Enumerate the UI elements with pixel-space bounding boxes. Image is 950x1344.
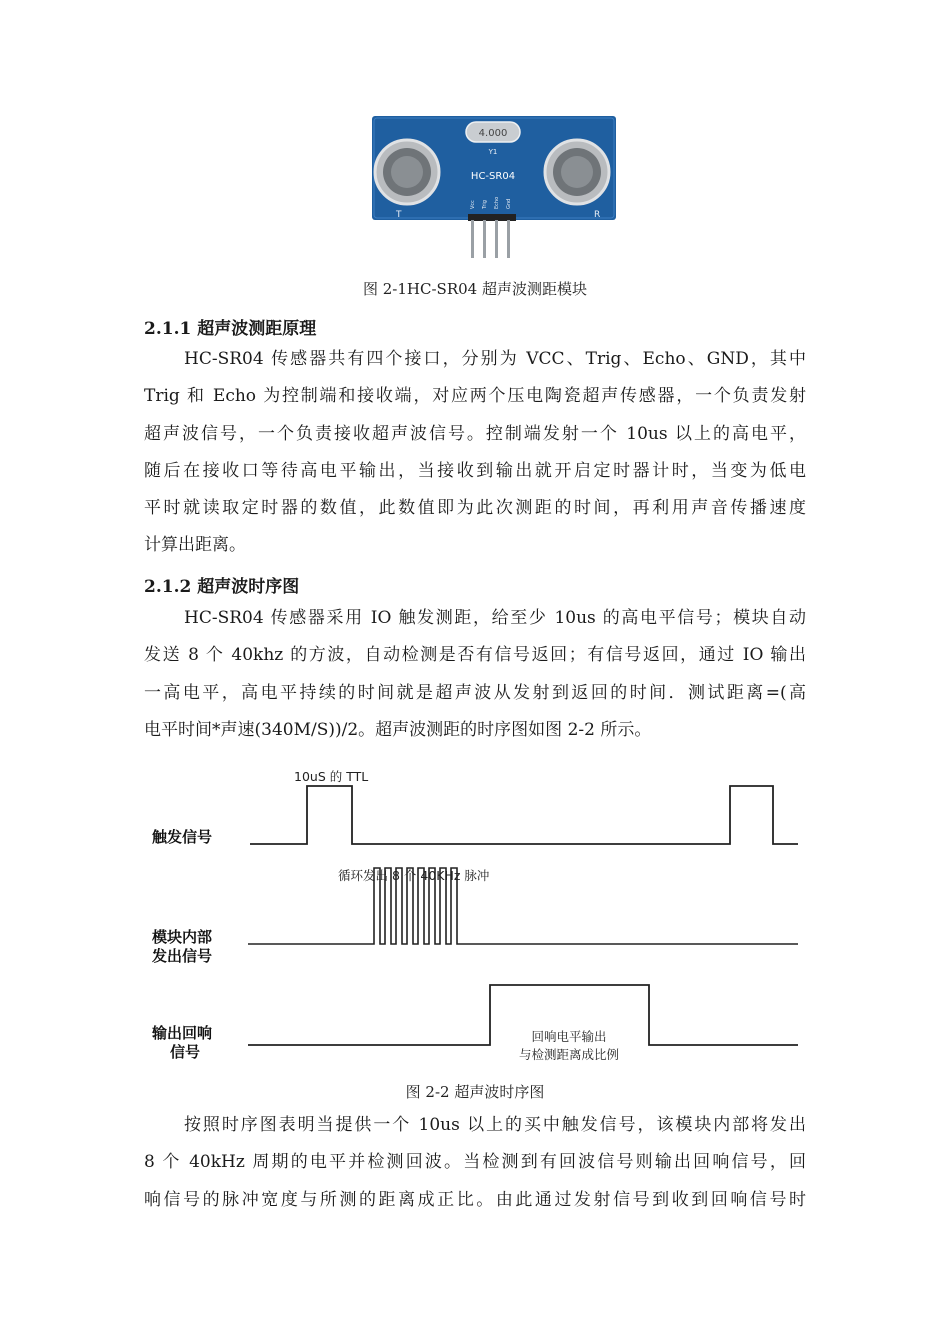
annotation-echo-line1: 回响电平输出 (531, 1029, 607, 1044)
paragraph-explanation (144, 1107, 806, 1219)
figure-caption-2-2: 图 2-2 超声波时序图 (405, 1083, 545, 1101)
board-label: HC-SR04 (470, 171, 516, 182)
label-trigger-signal: 触发信号 (152, 828, 213, 846)
paragraph-line: 平时就读取定时器的数值，此数值即为此次测距的时间，再利用声音传播速度 (144, 498, 806, 519)
paragraph-line: 响信号的脉冲宽度与所测的距离成正比。由此通过发射信号到收到回响信号时 (144, 1189, 806, 1210)
label-echo-signal-line1: 输出回响 (152, 1024, 213, 1042)
echo-waveform (248, 985, 798, 1045)
annotation-ttl: 10uS 的 TTL (294, 769, 369, 784)
paragraph-line: HC-SR04 传感器采用 IO 触发测距，给至少 10us 的高电平信号；模块自动 (184, 608, 806, 628)
annotation-burst: 循环发出 8 个 40KHz 脉冲 (338, 868, 490, 883)
paragraph-line: Trig 和 Echo 为控制端和接收端，对应两个压电陶瓷超声传感器，一个负责发射 (144, 386, 806, 407)
burst-waveform (248, 868, 798, 944)
trigger-waveform (250, 786, 798, 844)
crystal-ref: Y1 (488, 148, 498, 156)
paragraph-timing (144, 600, 806, 749)
pin-label-trig: Trig (482, 200, 488, 209)
paragraph-line: HC-SR04 传感器共有四个接口，分别为 VCC、Trig、Echo、GND，其中 (184, 349, 806, 369)
transmit-mark: T (396, 210, 402, 220)
label-echo-signal-line2: 信号 (170, 1043, 201, 1061)
receive-mark: R (594, 210, 601, 220)
label-module-signal-line1: 模块内部 (152, 928, 213, 946)
paragraph-principle (144, 341, 806, 565)
crystal-label: 4.000 (478, 128, 508, 139)
annotation-echo-line2: 与检测距离成比例 (518, 1047, 620, 1062)
pin-label-gnd: Gnd (506, 198, 512, 209)
paragraph-line: 发送 8 个 40khz 的方波，自动检测是否有信号返回；有信号返回，通过 IO 输出 (144, 645, 806, 666)
label-module-signal-line2: 发出信号 (152, 947, 213, 965)
paragraph-line: 一高电平，高电平持续的时间就是超声波从发射到返回的时间．测试距离=(高 (144, 682, 806, 703)
paragraph-line: 超声波信号，一个负责接收超声波信号。控制端发射一个 10us 以上的高电平， (144, 423, 806, 444)
section-heading-timing: 2.1.2 超声波时序图 (144, 577, 300, 597)
section-heading-principle: 2.1.1 超声波测距原理 (144, 319, 317, 339)
paragraph-line: 8 个 40kHz 周期的电平并检测回波。当检测到有回波信号则输出回响信号，回 (144, 1152, 806, 1173)
paragraph-line: 计算出距离。 (144, 535, 246, 556)
paragraph-line: 随后在接收口等待高电平输出，当接收到输出就开启定时器计时，当变为低电 (144, 460, 806, 481)
hc-sr04-module-image (372, 116, 616, 260)
timing-diagram (144, 756, 806, 1074)
paragraph-line: 电平时间*声速(340M/S))/2。超声波测距的时序图如图 2-2 所示。 (144, 719, 652, 740)
pin-label-echo: Echo (494, 196, 500, 209)
pin-label-vcc: Vcc (470, 200, 476, 209)
figure-caption-2-1: 图 2-1HC-SR04 超声波测距模块 (363, 280, 587, 298)
paragraph-line: 按照时序图表明当提供一个 10us 以上的买中触发信号，该模块内部将发出 (184, 1115, 806, 1135)
